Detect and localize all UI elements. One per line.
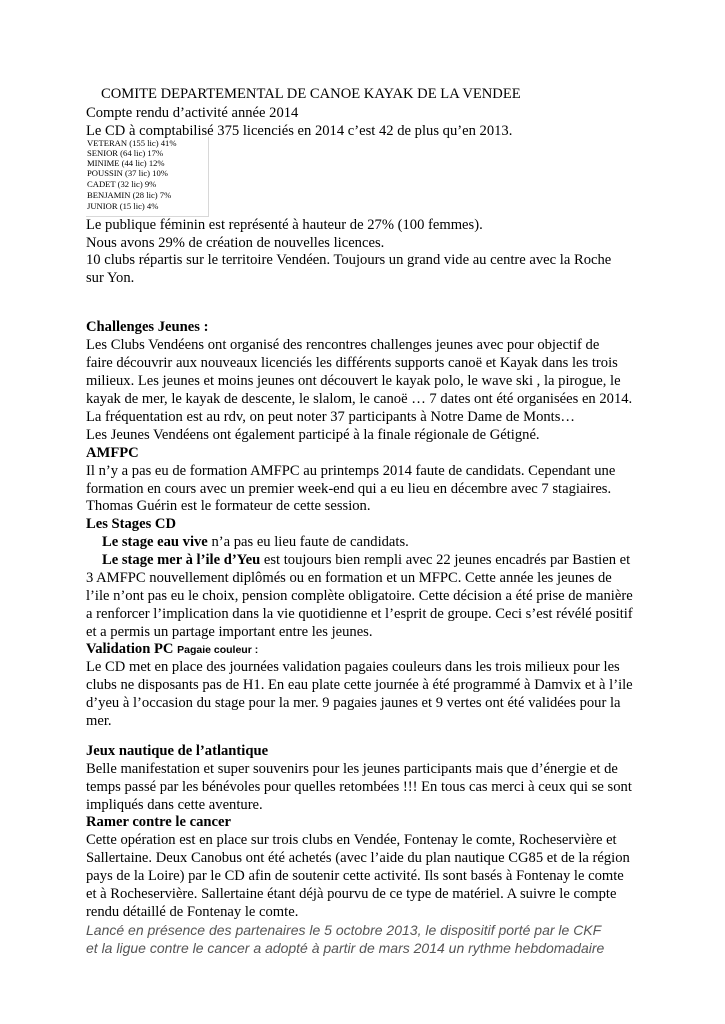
- section-heading-validation: [86, 640, 258, 659]
- paragraph-line: impliqués dans cette aventure.: [86, 797, 263, 813]
- licence-breakdown-table: [86, 137, 209, 217]
- paragraph-line: clubs ne disposants pas de H1. En eau plate cette journée à été programmé à Damvix et à l’ile: [86, 677, 633, 693]
- paragraph-line: 10 clubs répartis sur le territoire Vendéen. Toujours un grand vide au centre avec la Roche: [86, 252, 612, 268]
- licence-row: BENJAMIN (28 lic) 7%: [87, 190, 172, 200]
- paragraph-line: mer.: [86, 713, 112, 729]
- paragraph-line: Les Jeunes Vendéens ont également participé à la finale régionale de Gétigné.: [86, 427, 540, 443]
- section-heading-jeux: Jeux nautique de l’atlantique: [86, 743, 269, 759]
- paragraph-line: Les Clubs Vendéens ont organisé des rencontres challenges jeunes avec pour objectif de: [86, 337, 600, 353]
- stage-eau-vive-label: Le stage eau vive: [102, 534, 208, 550]
- validation-subheading: Pagaie couleur :: [177, 644, 259, 656]
- italic-quote-line: Lancé en présence des partenaires le 5 octobre 2013, le dispositif porté par le CKF: [86, 922, 602, 938]
- paragraph-line: Il n’y a pas eu de formation AMFPC au printemps 2014 faute de candidats. Cependant une: [86, 463, 616, 479]
- paragraph-line: a renforcer l’implication dans la vie quotidienne et l’esprit de groupe. Ceci s’est révélé positif: [86, 606, 633, 622]
- paragraph-line: Le CD met en place des journées validation pagaies couleurs dans les trois milieux pour les: [86, 659, 620, 675]
- paragraph-line: [102, 533, 409, 551]
- licence-row: POUSSIN (37 lic) 10%: [87, 168, 168, 178]
- paragraph-line: sur Yon.: [86, 270, 135, 286]
- section-heading-challenges: Challenges Jeunes :: [86, 319, 209, 335]
- paragraph-line: et a permis un partage important entre les jeunes.: [86, 624, 373, 640]
- paragraph-line: Sallertaine. Deux Canobus ont été achetés (avec l’aide du plan nautique CG85 et de la région: [86, 850, 630, 866]
- paragraph-line: milieux. Les jeunes et moins jeunes ont découvert le kayak polo, le wave ski , la pirogue, le: [86, 373, 621, 389]
- paragraph-line: formation en cours avec un premier week-end qui a eu lieu en décembre avec 7 stagiaires.: [86, 481, 612, 497]
- paragraph-line: pays de la Loire) par le CD afin de soutenir cette activité. Ils sont basés à Fontenay le comte: [86, 868, 624, 884]
- document-title: COMITE DEPARTEMENTAL DE CANOE KAYAK DE LA VENDEE: [101, 86, 521, 102]
- licence-row: MINIME (44 lic) 12%: [87, 158, 165, 168]
- paragraph-line: rendu détaillé de Fontenay le comte.: [86, 904, 299, 920]
- paragraph-line: temps passé par les bénévoles pour quelles retombées !!! En tous cas merci à ceux qui se sont: [86, 779, 632, 795]
- licence-summary: Le CD à comptabilisé 375 licenciés en 2014 c’est 42 de plus qu’en 2013.: [86, 123, 513, 139]
- licence-row: CADET (32 lic) 9%: [87, 179, 157, 189]
- validation-heading: Validation PC: [86, 641, 174, 657]
- italic-quote-line: et la ligue contre le cancer a adopté à partir de mars 2014 un rythme hebdomadaire: [86, 940, 605, 956]
- licence-row: VETERAN (155 lic) 41%: [87, 138, 177, 148]
- paragraph-line: l’ile n’ont pas eu le choix, pension complète obligatoire. Cette décision a été prise de manière: [86, 588, 633, 604]
- section-heading-ramer: Ramer contre le cancer: [86, 814, 231, 830]
- paragraph-line: Thomas Guérin est le formateur de cette session.: [86, 498, 371, 514]
- licence-row: JUNIOR (15 lic) 4%: [87, 201, 159, 211]
- stage-eau-vive-text: n’a pas eu lieu faute de candidats.: [207, 534, 409, 550]
- paragraph-line: Nous avons 29% de création de nouvelles licences.: [86, 235, 385, 251]
- section-heading-amfpc: AMFPC: [86, 445, 139, 461]
- stage-mer-label: Le stage mer à l’ile d’Yeu: [102, 552, 261, 568]
- paragraph-line: d’yeu à l’occasion du stage pour la mer. 9 pagaies jaunes et 9 vertes ont été validées pour la: [86, 695, 621, 711]
- paragraph-line: Belle manifestation et super souvenirs pour les jeunes participants mais que d’énergie et de: [86, 761, 618, 777]
- paragraph-line: et à Rocheservière. Sallertaine étant déjà pourvu de ce type de matériel. A suivre le compte: [86, 886, 617, 902]
- stage-mer-text: est toujours bien rempli avec 22 jeunes encadrés par Bastien et: [260, 552, 631, 568]
- paragraph-line: kayak de mer, le kayak de descente, le slalom, le canoë … 7 dates ont été organisées en 2014.: [86, 391, 633, 407]
- paragraph-line: Cette opération est en place sur trois clubs en Vendée, Fontenay le comte, Rocheservière et: [86, 832, 617, 848]
- licence-row: SENIOR (64 lic) 17%: [87, 148, 164, 158]
- paragraph-line: Le publique féminin est représenté à hauteur de 27% (100 femmes).: [86, 217, 483, 233]
- paragraph-line: La fréquentation est au rdv, on peut noter 37 participants à Notre Dame de Monts…: [86, 409, 576, 425]
- paragraph-line: [102, 551, 630, 569]
- paragraph-line: 3 AMFPC nouvellement diplômés ou en formation et un MFPC. Cette année les jeunes de: [86, 570, 612, 586]
- section-heading-stages: Les Stages CD: [86, 516, 176, 532]
- report-subtitle: Compte rendu d’activité année 2014: [86, 105, 299, 121]
- paragraph-line: faire découvrir aux nouveaux licenciés les différents supports canoë et Kayak dans les trois: [86, 355, 618, 371]
